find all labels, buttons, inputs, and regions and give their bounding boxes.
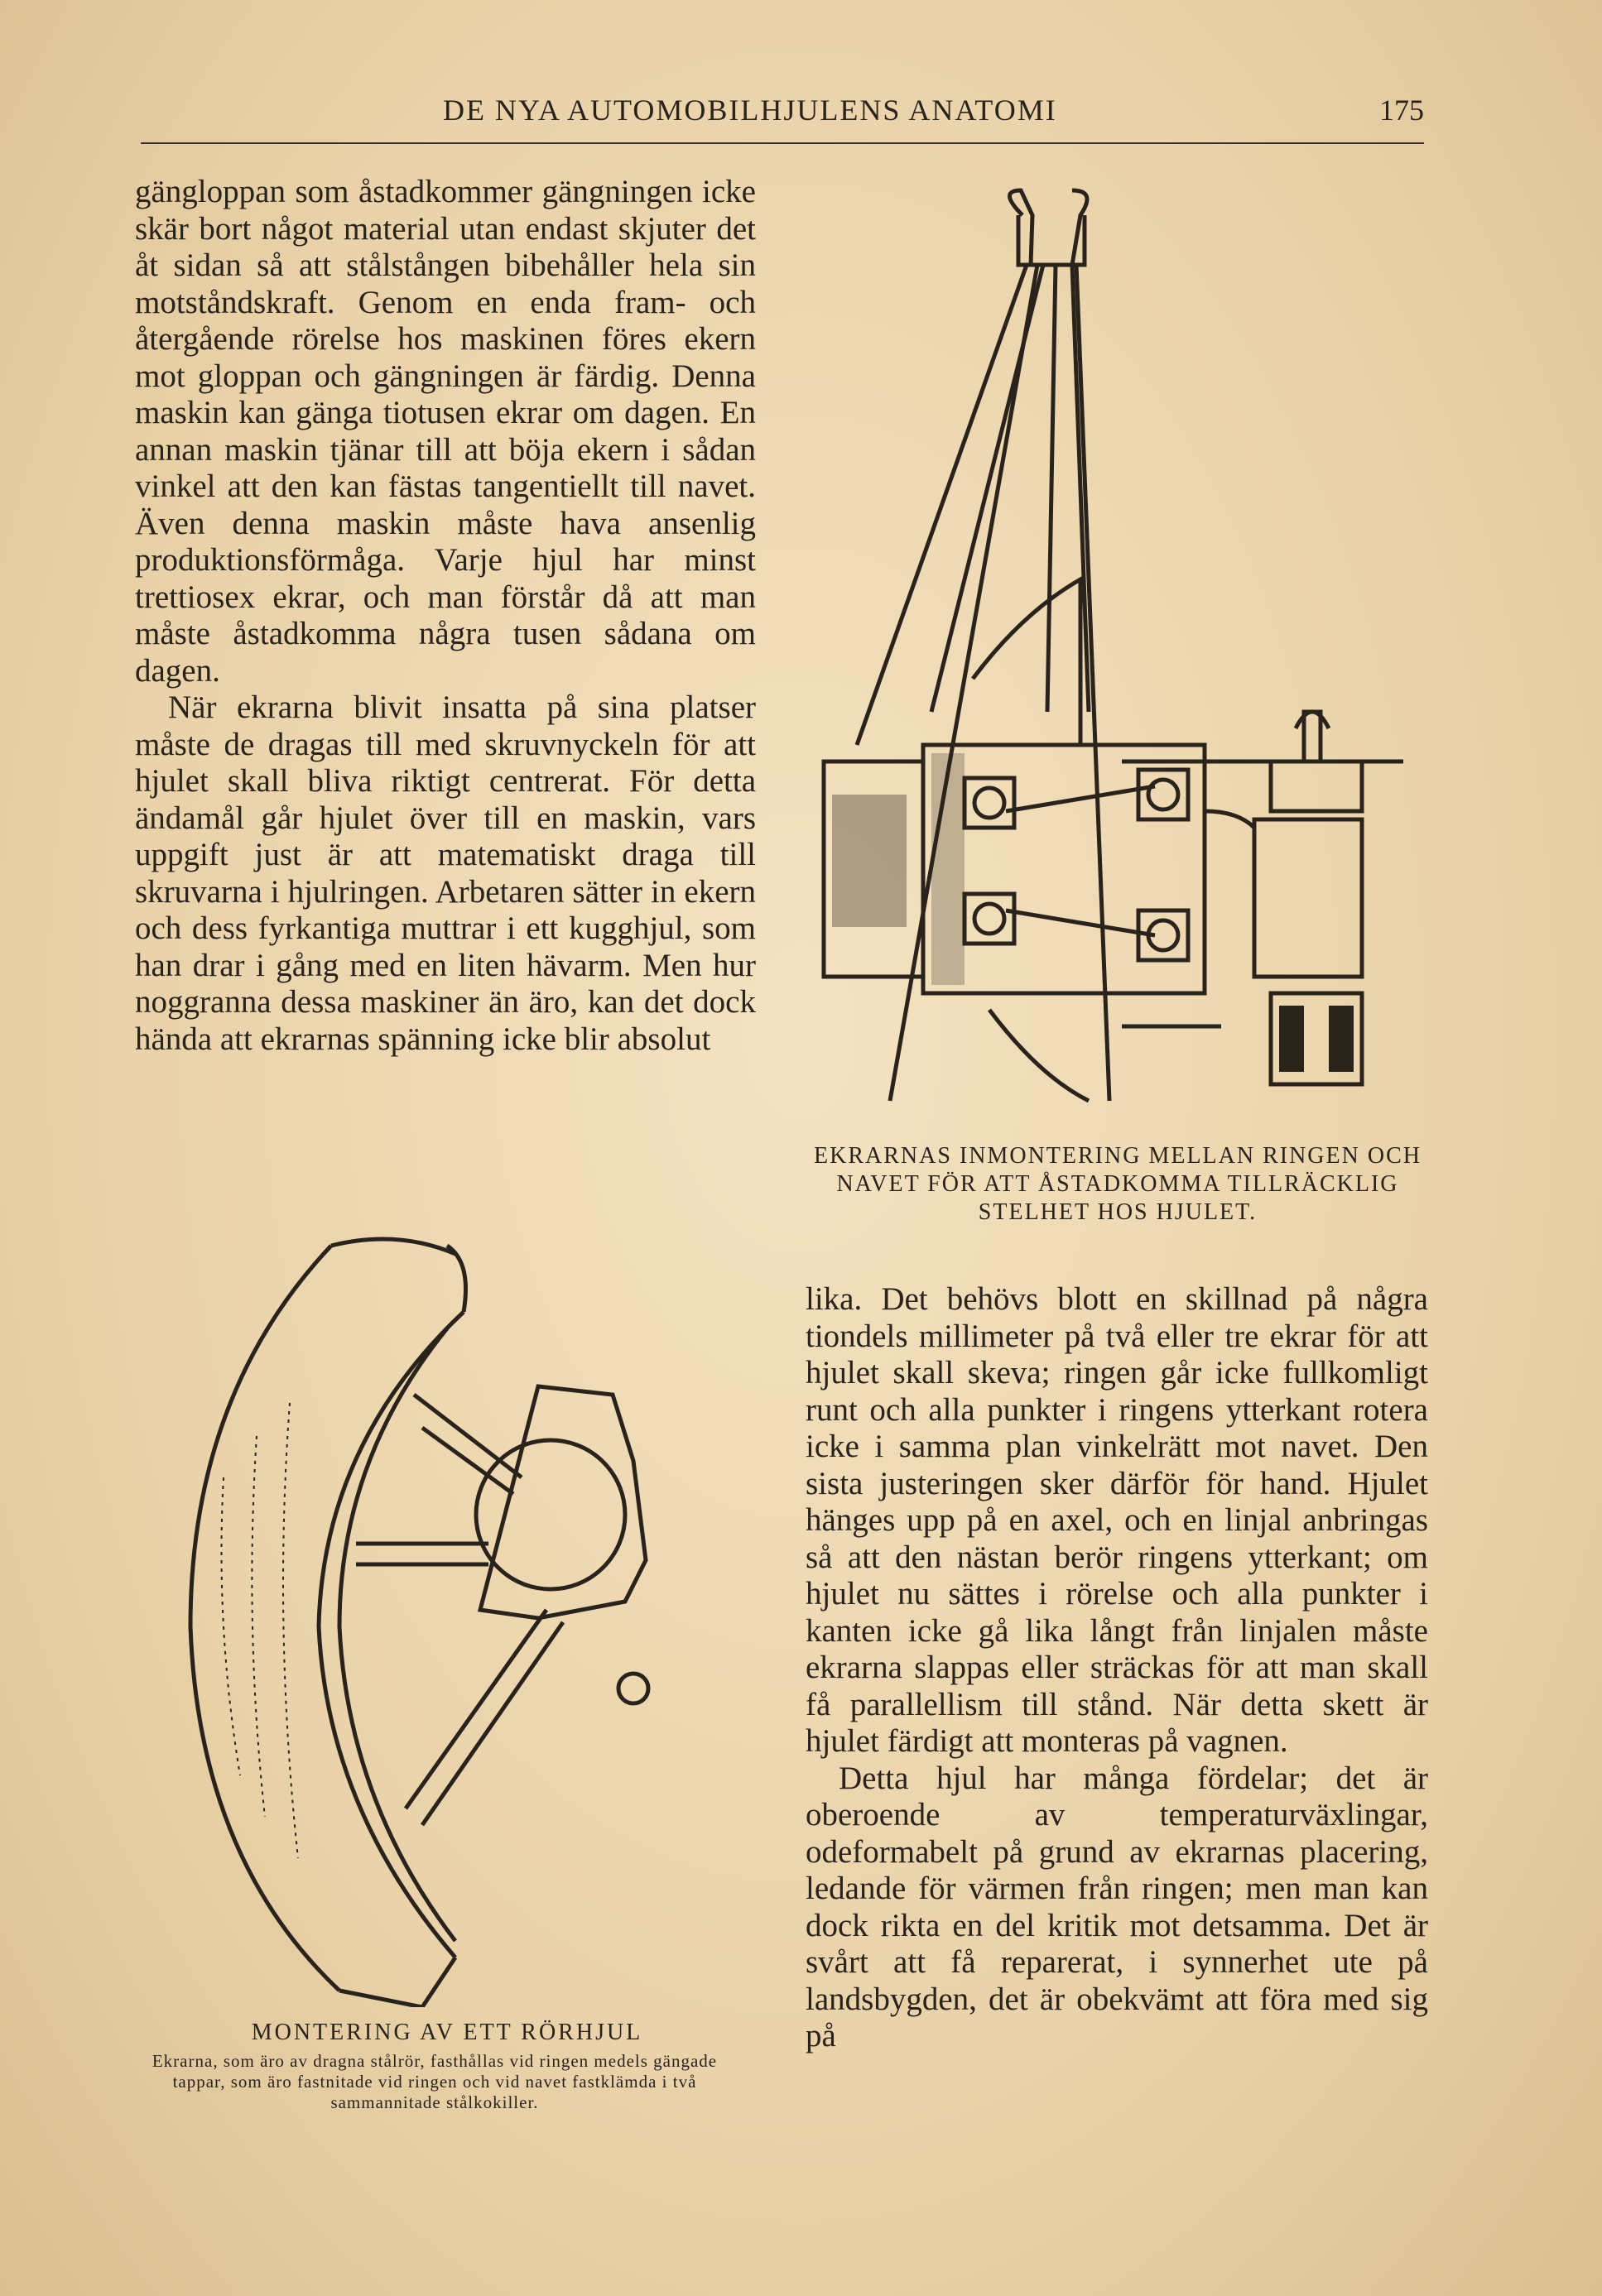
hub-cross-section-drawing xyxy=(807,182,1424,1117)
header-rule xyxy=(141,142,1424,144)
running-title: DE NYA AUTOMOBILHJULENS ANATOMI xyxy=(443,94,1057,127)
right-paragraph-1: lika. Det behövs blott en skillnad på några tiondels millimeter på två eller tre ekrar för att hjulet skall skeva; ringen går icke fullkomligt runt och alla punkter i ringens ytterkant rotera icke i samma plan vinkelrätt mot navet. Den sista justeringen sker därför för hand. Hjulet hänges upp på en axel, och en linjal anbringas så att den nästan berör ringens ytterkant; om hjulet nu sättes i rörelse och alla punkter i kanten icke gå lika långt från linjalen måste ekrarna slappas eller sträckas för att man skall få parallellism till stånd. När detta skett är hjulet färdigt att monteras på vagnen. xyxy=(806,1281,1428,1759)
tube-wheel-drawing xyxy=(174,1229,687,2007)
wheel-figure-caption-title: MONTERING AV ETT RÖRHJUL xyxy=(251,2020,643,2045)
right-paragraph-2: Detta hjul har många fördelar; det är oberoende av temperaturväxlingar, odeformabelt på grund av ekrarnas placering, ledande för värmen från ringen; men man kan dock rikta en del kritik mot detsamma. Det är svårt att få reparerat, i synnerhet ute på landsbygden, det är obekvämt att föra med sig på xyxy=(806,1760,1428,2053)
right-column xyxy=(806,1281,1428,2055)
left-paragraph-1: gängloppan som åstadkommer gängningen icke skär bort något material utan endast skjuter det åt sidan så att stålstången bibehåller hela sin motståndskraft. Genom en enda fram- och återgående rörelse hos maskinen föres ekern mot gloppan och gängningen är färdig. Denna maskin kan gänga tiotusen ekrar om dagen. En annan maskin tjänar till att böja ekern i sådan vinkel att den kan fästas tangentiellt till navet. Även denna maskin måste hava ansenlig produktionsförmåga. Varje hjul har minst trettiosex ekrar, och man förstår då att man måste åstadkomma några tusen sådana om dagen. xyxy=(135,174,756,689)
hub-cross-section-figure xyxy=(807,182,1424,1117)
page-number: 175 xyxy=(1379,94,1424,127)
left-paragraph-2: När ekrarna blivit insatta på sina platser måste de dragas till med skruvnyckeln för att hjulet skall bliva riktigt centrerat. För detta ändamål går hjulet över till en maskin, vars uppgift just är att matematiskt draga till skruvarna i hjulringen. Arbetaren sätter in ekern och dess fyrkantiga muttrar i ett kugghjul, som han drar i gång med en liten hävarm. Men hur noggranna dessa maskiner än äro, kan det dock hända att ekrarnas spänning icke blir absolut xyxy=(135,689,756,1057)
hub-figure-caption: EKRARNAS INMONTERING MELLAN RINGEN OCH NAVET FÖR ATT ÅSTADKOMMA TILLRÄCKLIG STELHET HOS HJULET. xyxy=(814,1143,1422,1225)
running-head xyxy=(132,93,1424,142)
left-column xyxy=(135,174,756,1058)
wheel-figure-caption-body: Ekrarna, som äro av dragna stålrör, fasthållas vid ringen medels gängade tappar, som äro fastnitade vid ringen och vid navet fastklämda i två sammannitade stålkokiller. xyxy=(152,2051,718,2112)
tube-wheel-figure xyxy=(174,1229,687,2007)
